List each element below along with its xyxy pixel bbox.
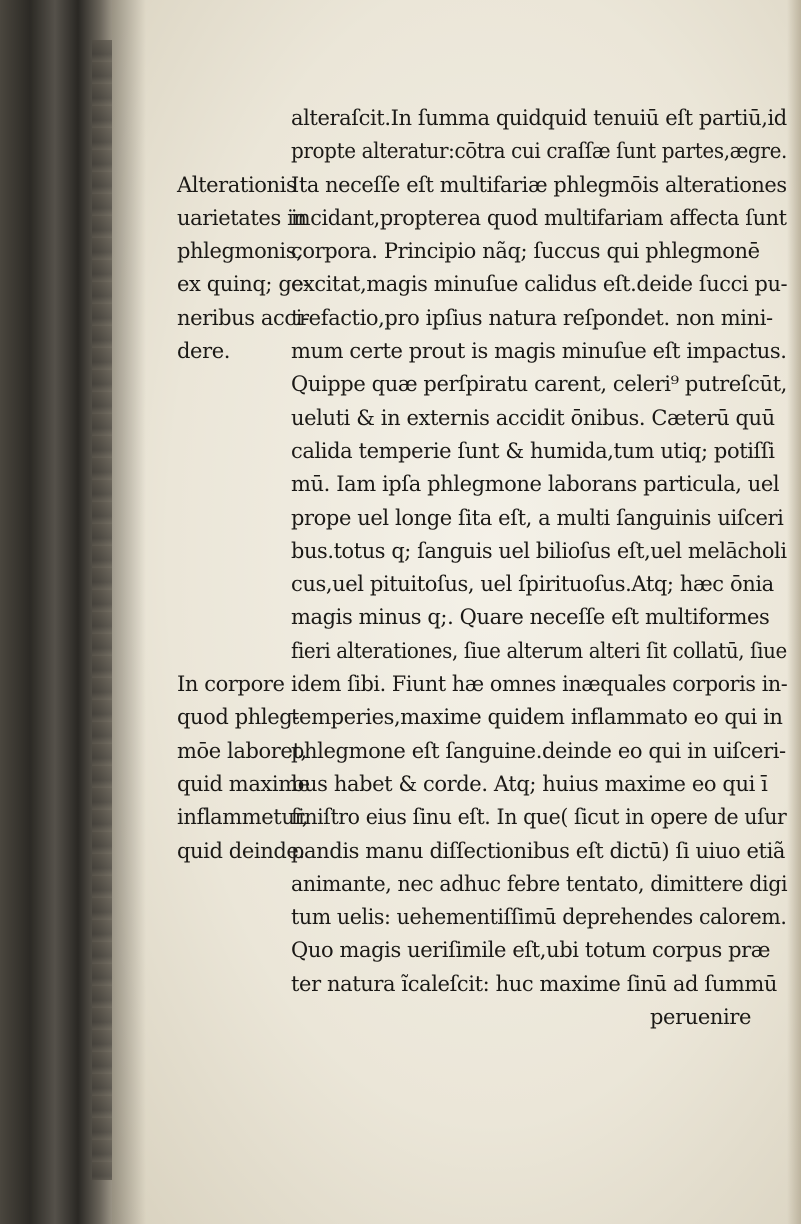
margin-note: dere. xyxy=(177,339,231,364)
text-line xyxy=(177,701,783,734)
page-right-edge xyxy=(787,0,801,1224)
body-text: Quippe quæ perſpiratu carent, celeri⁹ putreſcūt, xyxy=(291,372,787,397)
body-text: incidant,propterea quod multifariam affecta ſunt xyxy=(291,205,787,230)
page-gutter-shadow xyxy=(112,0,146,1224)
body-text: excitat,magis minuſue calidus eſt.deide ſucci pu- xyxy=(291,272,788,297)
margin-note: In corpore xyxy=(177,672,285,697)
body-text: fieri alterationes, ſiue alterum alteri ſit collatū, ſiue xyxy=(291,638,787,663)
body-text: ſiniſtro eius ſinu eſt. In que( ſicut in opere de uſur xyxy=(291,805,787,830)
text-line xyxy=(177,934,783,967)
text-line xyxy=(177,635,787,668)
text-line xyxy=(177,801,787,834)
text-line xyxy=(177,835,786,868)
text-block xyxy=(177,102,788,1034)
body-text: magis minus q;. Quare neceſſe eſt multiformes xyxy=(291,605,770,630)
text-line xyxy=(177,668,788,701)
body-text: temperies,maxime quidem inflammato eo qui in xyxy=(291,705,783,730)
margin-note: quod phleg- xyxy=(177,705,299,730)
body-text: idem ſibi. Fiunt hæ omnes inæquales corporis in- xyxy=(291,672,788,697)
margin-note: inflammetur, xyxy=(177,805,309,830)
margin-note: mōe laboret, xyxy=(177,738,307,763)
catchword: peruenire xyxy=(650,1005,751,1030)
text-line xyxy=(177,535,787,568)
text-line xyxy=(177,268,788,301)
body-text: propte alteratur:cōtra cui craſſæ ſunt partes,ægre. xyxy=(291,139,787,164)
text-line xyxy=(177,402,783,435)
text-line xyxy=(177,335,787,368)
margin-note: ex quinq; ge- xyxy=(177,272,311,297)
text-line xyxy=(177,968,783,1001)
text-line xyxy=(177,568,783,601)
body-text: tum uelis: uehementiſſimū deprehendes calorem. xyxy=(291,905,787,930)
text-line xyxy=(177,868,788,901)
margin-note: neribus acci- xyxy=(177,305,309,330)
text-line xyxy=(177,901,787,934)
text-line xyxy=(177,502,783,535)
body-text: bus habet & corde. Atq; huius maxime eo qui ī xyxy=(291,771,768,796)
binding-edge xyxy=(92,40,114,1180)
body-text: animante, nec adhuc febre tentato, dimittere digi xyxy=(291,871,788,896)
body-text: ter natura ĩcaleſcit: huc maxime ſinū ad ſummū xyxy=(291,971,778,996)
margin-note: phlegmonis, xyxy=(177,239,303,264)
body-text: Quo magis ueriſimile eſt,ubi totum corpus præ xyxy=(291,938,771,963)
body-text: calida temperie ſunt & humida,tum utiq; potiſſi xyxy=(291,438,775,463)
body-text: mū. Iam ipſa phlegmone laborans particula, uel xyxy=(291,472,780,497)
text-line xyxy=(177,102,787,135)
margin-note: Alterationis xyxy=(177,172,297,197)
margin-note: quid maxime xyxy=(177,771,310,796)
body-text: trefactio,pro ipſius natura reſpondet. non mini- xyxy=(291,305,773,330)
body-text: alteraſcit.In ſumma quidquid tenuiū eſt partiū,id xyxy=(291,106,787,130)
text-line xyxy=(177,601,783,634)
text-line xyxy=(177,768,783,801)
text-line xyxy=(177,468,783,501)
text-line xyxy=(177,368,787,401)
body-text: phlegmone eſt ſanguine.deinde eo qui in uiſceri- xyxy=(291,738,786,763)
text-line xyxy=(177,169,787,202)
body-text: ueluti & in externis accidit ōnibus. Cæterū quū xyxy=(291,405,775,430)
text-line xyxy=(177,735,786,768)
body-text: cus,uel pituitoſus, uel ſpirituoſus.Atq; hæc ōnia xyxy=(291,572,774,597)
body-text: pandis manu diſſectionibus eſt dictū) ſi uiuo etiã xyxy=(291,838,786,863)
body-text: Ita neceſſe eſt multifariæ phlegmōis alterationes xyxy=(291,172,787,197)
margin-note: uarietates in xyxy=(177,205,307,230)
body-text: prope uel longe ſita eſt, a multi ſanguinis uiſceri xyxy=(291,505,784,530)
body-text: corpora. Principio nãq; ſuccus qui phlegmonē xyxy=(291,239,760,264)
text-line xyxy=(177,435,783,468)
text-line xyxy=(177,235,783,268)
text-line xyxy=(177,135,787,168)
margin-note: quid deinde. xyxy=(177,838,305,863)
body-text: bus.totus q; ſanguis uel bilioſus eſt,uel melācholi xyxy=(291,538,787,563)
text-line xyxy=(177,202,787,235)
body-text: mum certe prout is magis minuſue eſt impactus. xyxy=(291,339,787,364)
text-line xyxy=(177,302,783,335)
